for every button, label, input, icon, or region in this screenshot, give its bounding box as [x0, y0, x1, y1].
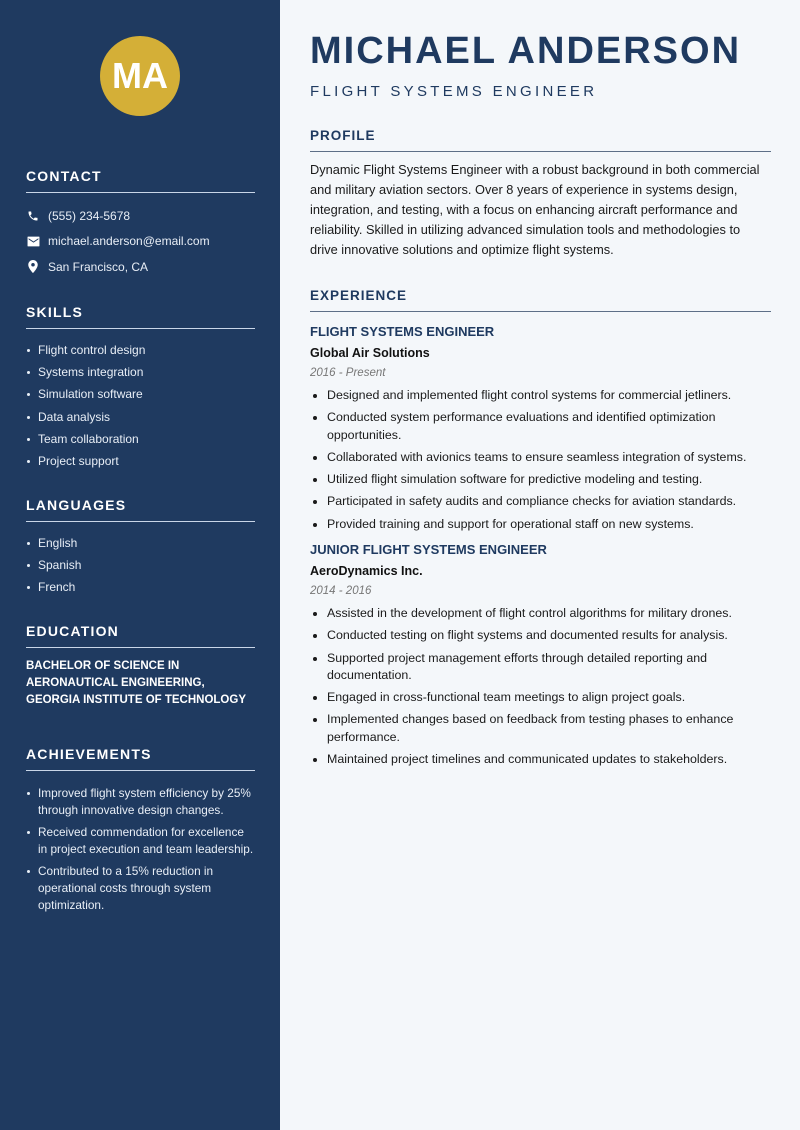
skill-item: Data analysis	[26, 406, 255, 428]
job-bullet: Participated in safety audits and compliance checks for aviation standards.	[310, 493, 771, 511]
job-bullet: Maintained project timelines and communicated updates to stakeholders.	[310, 751, 771, 769]
skill-item: Project support	[26, 450, 255, 472]
job-bullet: Utilized flight simulation software for predictive modeling and testing.	[310, 471, 771, 489]
achievements-section	[26, 746, 255, 919]
job-bullet: Collaborated with avionics teams to ensure seamless integration of systems.	[310, 449, 771, 467]
job-bullet: Conducted testing on flight systems and documented results for analysis.	[310, 627, 771, 645]
sidebar	[0, 0, 280, 1130]
contact-section	[26, 168, 255, 280]
job-role: FLIGHT SYSTEMS ENGINEER	[310, 324, 495, 339]
achievement-item: Contributed to a 15% reduction in operational costs through system optimization.	[26, 863, 255, 914]
language-item: Spanish	[26, 554, 255, 576]
job-entry	[310, 324, 771, 533]
job-bullet: Supported project management efforts through detailed reporting and documentation.	[310, 650, 771, 685]
candidate-name: MICHAEL ANDERSON	[310, 30, 742, 72]
job-company: AeroDynamics Inc.	[310, 564, 423, 579]
phone-icon	[26, 209, 40, 223]
skills-section	[26, 304, 255, 472]
achievement-item: Received commendation for excellence in project execution and team leadership.	[26, 824, 255, 858]
job-bullet: Assisted in the development of flight control algorithms for military drones.	[310, 605, 771, 623]
languages-heading: LANGUAGES	[26, 497, 255, 522]
job-bullet: Engaged in cross-functional team meetings to align project goals.	[310, 689, 771, 707]
experience-section	[310, 288, 771, 773]
location-pin-icon	[26, 260, 40, 274]
candidate-title: FLIGHT SYSTEMS ENGINEER	[310, 83, 598, 100]
achievements-heading: ACHIEVEMENTS	[26, 746, 255, 771]
job-company: Global Air Solutions	[310, 346, 430, 360]
languages-list	[26, 532, 255, 599]
job-bullet: Designed and implemented flight control systems for commercial jetliners.	[310, 387, 771, 405]
contact-phone	[26, 203, 255, 229]
skill-item: Simulation software	[26, 383, 255, 405]
skills-list	[26, 339, 255, 472]
job-bullet: Provided training and support for operational staff on new systems.	[310, 516, 771, 534]
education-degree: BACHELOR OF SCIENCE IN AERONAUTICAL ENGINEERING, GEORGIA INSTITUTE OF TECHNOLOGY	[26, 660, 246, 706]
job-role: JUNIOR FLIGHT SYSTEMS ENGINEER	[310, 542, 547, 558]
profile-section	[310, 128, 771, 260]
skill-item: Systems integration	[26, 361, 255, 383]
skill-item: Team collaboration	[26, 428, 255, 450]
location-text: San Francisco, CA	[48, 259, 149, 274]
job-entry	[310, 542, 771, 769]
education-section	[26, 623, 255, 709]
language-item: French	[26, 576, 255, 598]
profile-text: Dynamic Flight Systems Engineer with a robust background in both commercial and military aviation sectors. Over 8 years of experience in systems design, integration, and testing, with a focus on enhancing aircraft performance and reliability. Skilled in utilizing advanced simulation tools and methodologies to drive innovative solutions and optimize flight systems.	[310, 162, 760, 257]
contact-email	[26, 229, 255, 255]
contact-location	[26, 254, 255, 280]
language-item: English	[26, 532, 255, 554]
job-dates: 2014 - 2016	[310, 585, 372, 598]
achievement-item: Improved flight system efficiency by 25% through innovative design changes.	[26, 785, 255, 819]
education-heading: EDUCATION	[26, 623, 255, 648]
job-bullet: Conducted system performance evaluations and identified optimization opportunities.	[310, 409, 771, 444]
job-bullet: Implemented changes based on feedback from testing phases to enhance performance.	[310, 711, 771, 746]
job-dates: 2016 - Present	[310, 367, 386, 379]
job-bullets	[310, 387, 771, 533]
skills-heading: SKILLS	[26, 304, 255, 329]
achievements-list	[26, 785, 255, 914]
email-text: michael.anderson@email.com	[48, 234, 210, 249]
email-icon	[26, 234, 40, 248]
skill-item: Flight control design	[26, 339, 255, 361]
languages-section	[26, 497, 255, 599]
profile-heading: PROFILE	[310, 128, 771, 152]
experience-heading: EXPERIENCE	[310, 288, 771, 312]
contact-heading: CONTACT	[26, 168, 255, 193]
job-bullets	[310, 605, 771, 769]
phone-text: (555) 234-5678	[48, 208, 131, 223]
avatar: MA	[100, 36, 180, 116]
